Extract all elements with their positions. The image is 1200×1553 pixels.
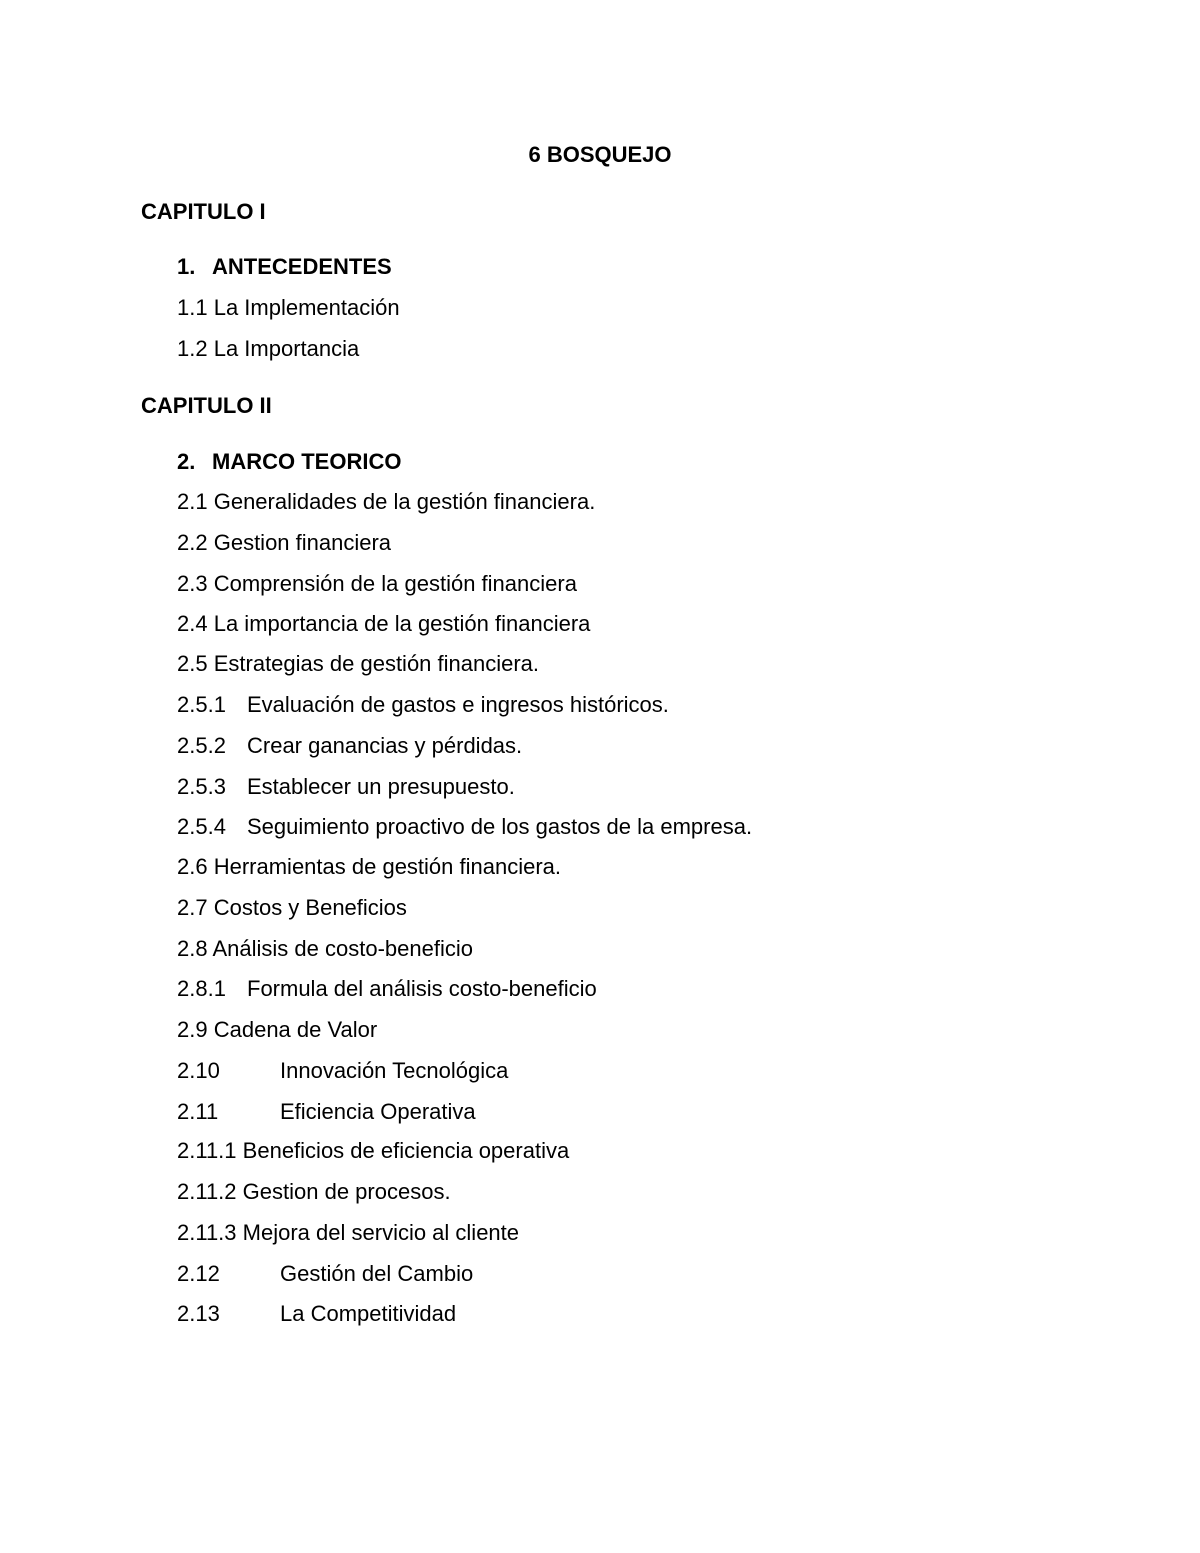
item-title: Gestion financiera [213, 530, 392, 555]
list-item [177, 1219, 519, 1247]
list-item [177, 650, 539, 678]
item-title: Comprensión de la gestión financiera [213, 571, 577, 596]
item-title: Estrategias de gestión financiera. [213, 651, 540, 676]
item-title: Seguimiento proactivo de los gastos de la empresa. [247, 814, 753, 839]
list-item [177, 935, 473, 963]
item-number: 2.1 [177, 489, 208, 514]
list-item [177, 1057, 508, 1085]
list-item [177, 1137, 569, 1165]
item-number: 2.10 [177, 1058, 220, 1083]
document-title: 6 BOSQUEJO [528, 142, 672, 167]
item-title: Herramientas de gestión financiera. [213, 854, 562, 879]
item-title: Costos y Beneficios [213, 895, 407, 920]
chapter-heading: CAPITULO I [141, 199, 266, 224]
list-item [177, 894, 407, 922]
item-number: 1.1 [177, 295, 208, 320]
item-number: 2.8 [177, 936, 208, 961]
item-number: 2.11.1 [177, 1138, 237, 1163]
item-title: La importancia de la gestión financiera [213, 611, 591, 636]
item-number: 2.11.2 [177, 1179, 237, 1204]
list-item [177, 975, 597, 1003]
item-number: 2.4 [177, 611, 208, 636]
item-number: 2.11.3 [177, 1220, 237, 1245]
list-item [177, 691, 669, 719]
section-title: ANTECEDENTES [212, 254, 392, 279]
item-number: 2.7 [177, 895, 208, 920]
section-number: 2. [177, 449, 196, 474]
section-title: MARCO TEORICO [212, 449, 402, 474]
item-title: Gestion de procesos. [242, 1179, 451, 1204]
list-item [177, 1178, 451, 1206]
item-title: Formula del análisis costo-beneficio [247, 976, 597, 1001]
item-number: 2.12 [177, 1261, 220, 1286]
list-item [177, 1300, 456, 1328]
list-item [177, 1016, 377, 1044]
list-item [177, 335, 359, 363]
list-item [177, 610, 590, 638]
item-title: Gestión del Cambio [280, 1261, 474, 1286]
list-item [177, 1098, 476, 1126]
item-number: 2.11 [177, 1099, 219, 1124]
item-title: Crear ganancias y pérdidas. [247, 733, 523, 758]
list-item [177, 529, 391, 557]
item-title: Generalidades de la gestión financiera. [213, 489, 596, 514]
item-title: La Competitividad [280, 1301, 457, 1326]
item-number: 2.5.4 [177, 814, 226, 839]
item-number: 2.5.3 [177, 774, 226, 799]
item-number: 2.5.2 [177, 733, 226, 758]
list-item [177, 294, 400, 322]
item-number: 2.2 [177, 530, 208, 555]
item-number: 2.6 [177, 854, 208, 879]
item-title: La Implementación [213, 295, 400, 320]
list-item [177, 1260, 473, 1288]
section-number: 1. [177, 254, 196, 279]
list-item [177, 853, 561, 881]
item-number: 2.3 [177, 571, 208, 596]
section-heading [177, 253, 392, 281]
section-heading [177, 448, 401, 476]
item-title: Innovación Tecnológica [280, 1058, 509, 1083]
item-title: Establecer un presupuesto. [247, 774, 515, 799]
list-item [177, 813, 752, 841]
item-title: La Importancia [213, 336, 360, 361]
list-item [177, 488, 595, 516]
list-item [177, 570, 577, 598]
item-title: Beneficios de eficiencia operativa [242, 1138, 570, 1163]
item-number: 2.13 [177, 1301, 220, 1326]
item-number: 1.2 [177, 336, 208, 361]
chapter-heading: CAPITULO II [141, 393, 272, 418]
item-number: 2.8.1 [177, 976, 226, 1001]
item-title: Evaluación de gastos e ingresos históricos. [247, 692, 669, 717]
item-title: Eficiencia Operativa [280, 1099, 476, 1124]
list-item [177, 773, 515, 801]
item-number: 2.9 [177, 1017, 208, 1042]
list-item [177, 732, 522, 760]
item-title: Mejora del servicio al cliente [242, 1220, 520, 1245]
item-number: 2.5.1 [177, 692, 226, 717]
item-title: Análisis de costo-beneficio [212, 936, 473, 961]
item-number: 2.5 [177, 651, 208, 676]
item-title: Cadena de Valor [213, 1017, 378, 1042]
